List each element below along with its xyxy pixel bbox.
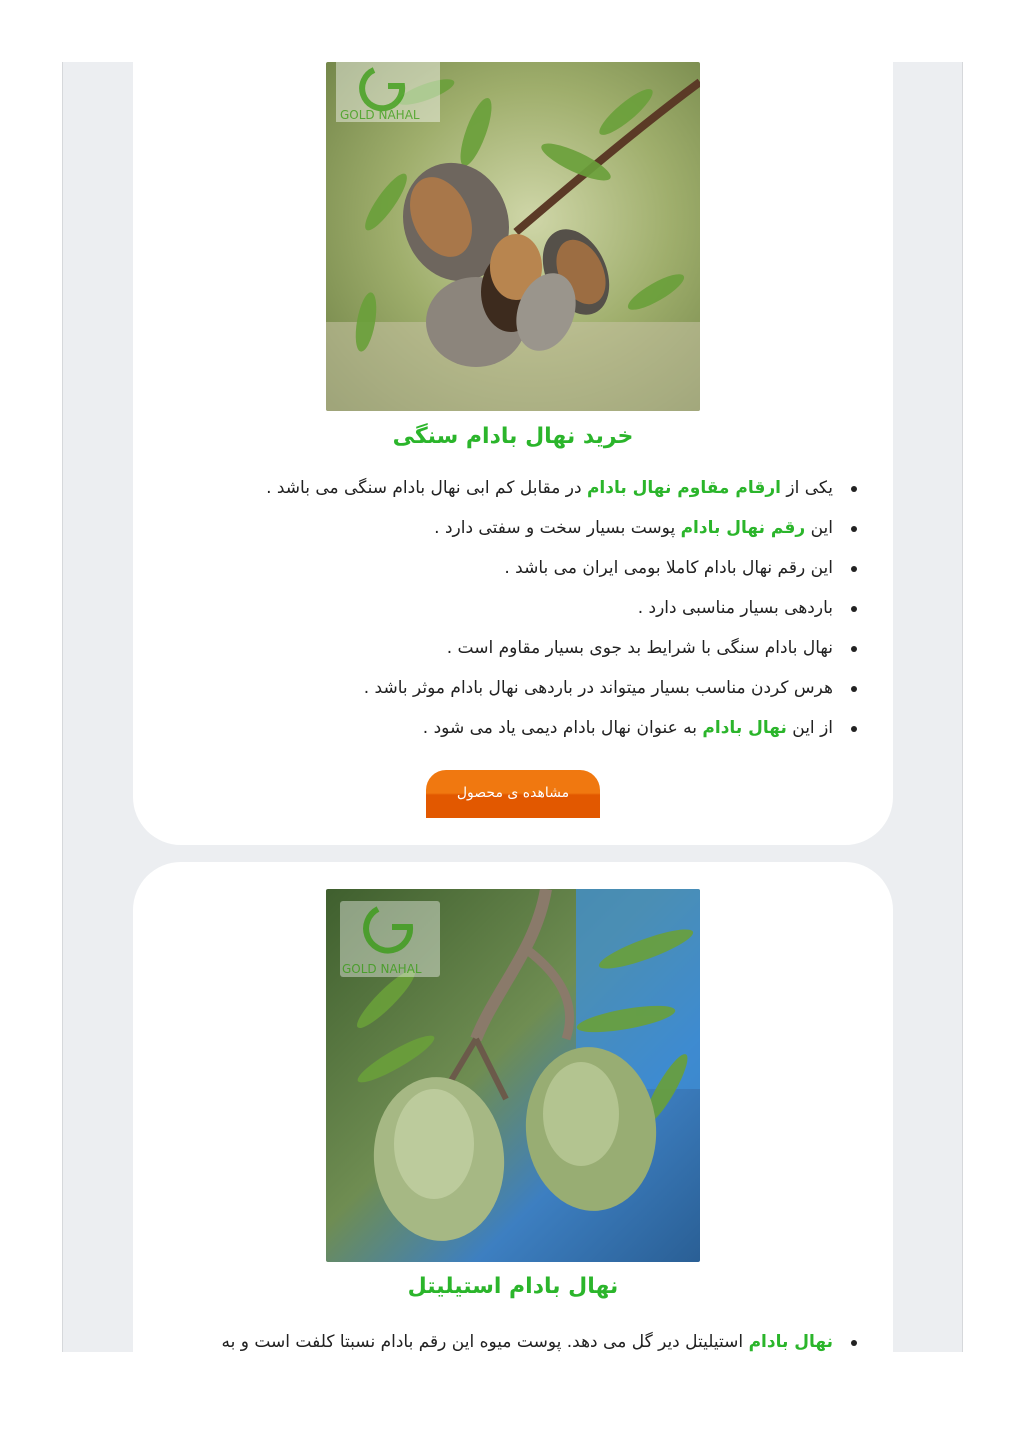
product-title: خرید نهال بادام سنگی: [392, 424, 634, 449]
product-image-sangi: [326, 62, 700, 411]
list-item: این رقم نهال بادام پوست بسیار سخت و سفتی دارد .: [143, 508, 863, 548]
list-item: باردهی بسیار مناسبی دارد .: [143, 588, 863, 628]
product-title: نهال بادام استیلیتل: [407, 1274, 619, 1299]
feature-list: [143, 1322, 863, 1352]
view-product-button[interactable]: مشاهده ی محصول: [426, 770, 600, 818]
keyword-link[interactable]: ارقام مقاوم نهال بادام: [586, 478, 781, 498]
list-item: از این نهال بادام به عنوان نهال بادام دیمی یاد می شود .: [143, 708, 863, 748]
keyword-link[interactable]: نهال بادام: [748, 1332, 833, 1352]
list-item: نهال بادام سنگی با شرایط بد جوی بسیار مقاوم است .: [143, 628, 863, 668]
svg-text:GOLD NAHAL: GOLD NAHAL: [340, 108, 420, 122]
svg-text:GOLD NAHAL: GOLD NAHAL: [342, 962, 422, 976]
product-card: [133, 62, 893, 845]
list-item: این رقم نهال بادام کاملا بومی ایران می باشد .: [143, 548, 863, 588]
gold-nahal-logo: [336, 62, 440, 122]
page-background: [62, 62, 963, 1352]
keyword-link[interactable]: رقم نهال بادام: [680, 518, 806, 538]
keyword-link[interactable]: نهال بادام: [702, 718, 787, 738]
list-item: هرس کردن مناسب بسیار میتواند در باردهی نهال بادام موثر باشد .: [143, 668, 863, 708]
list-item: یکی از ارقام مقاوم نهال بادام در مقابل کم ابی نهال بادام سنگی می باشد .: [143, 468, 863, 508]
product-card: [133, 862, 893, 1352]
list-item: نهال بادام استیلیتل دیر گل می دهد. پوست میوه این رقم بادام نسبتا کلفت است و به: [143, 1322, 863, 1352]
feature-list: [143, 468, 863, 748]
product-image-stilitel: [326, 889, 700, 1262]
